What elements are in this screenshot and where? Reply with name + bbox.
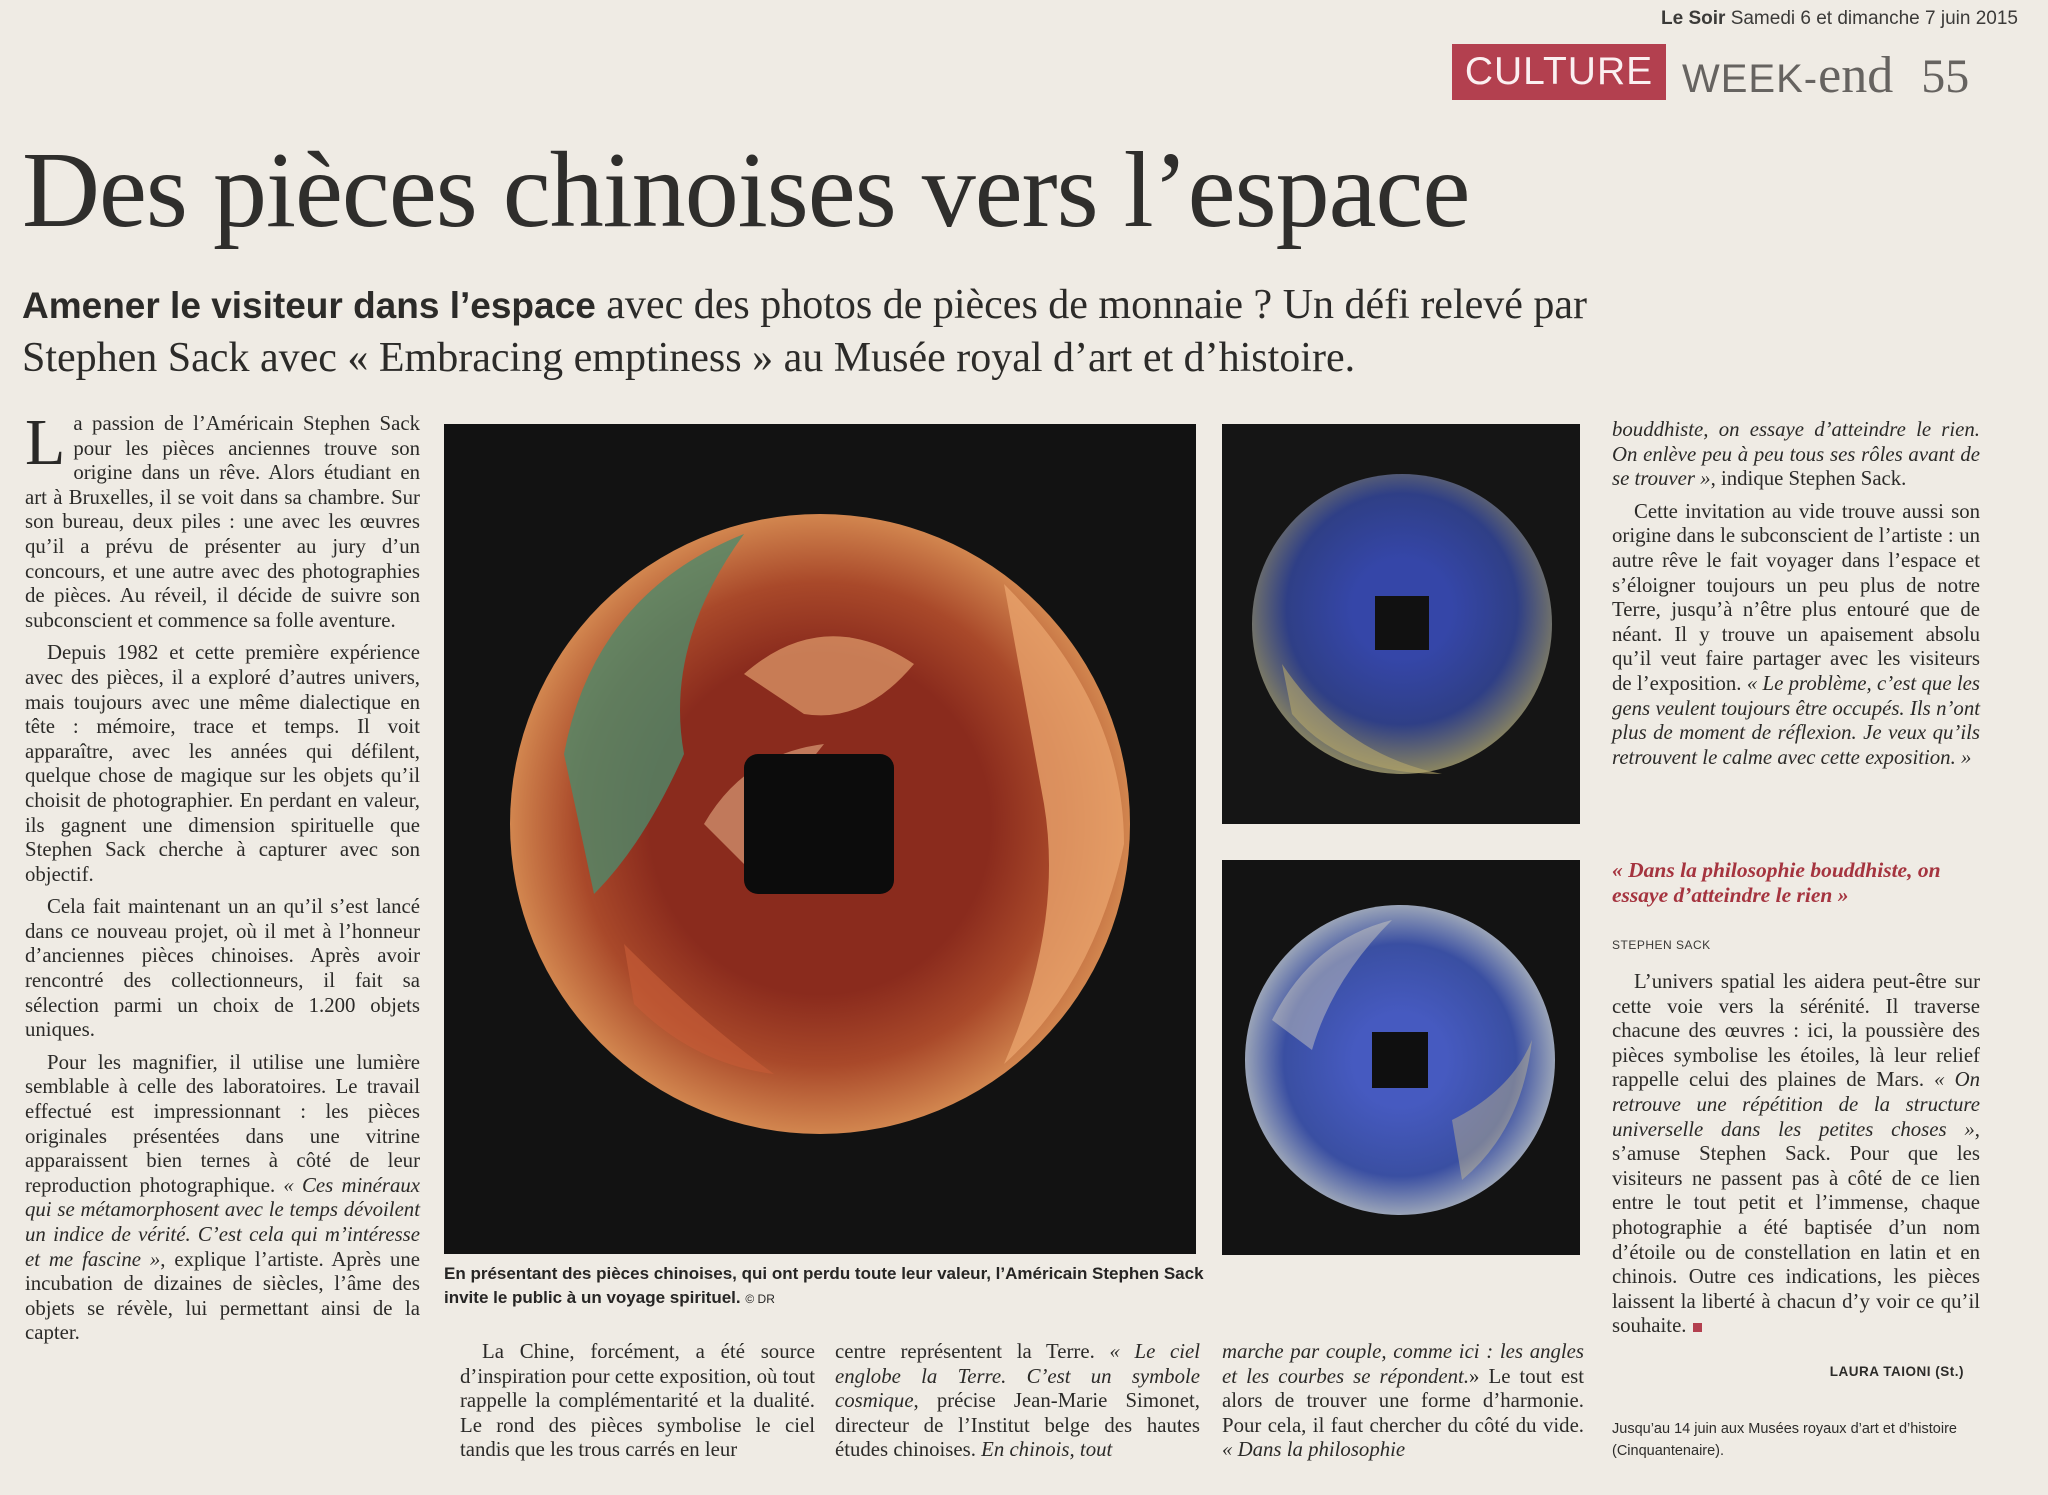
article-column-3 (835, 1340, 1200, 1471)
caption-text: En présentant des pièces chinoises, qui ont perdu toute leur valeur, l’Américain Stephen Sack invite le public à un voyage spirituel. (444, 1264, 1204, 1307)
paragraph: Pour les magnifier, il utilise une lumière semblable à celle des laboratoires. Le travail effectué est impressionnant : les pièces originales présentées dans une vitrine apparaissent bien ternes à côté de leur reproduction photographique. « Ces minéraux qui se métamorphosent avec le temps dévoilent un indice de vérité. C’est cela qui m’intéresse et me fascine », explique l’artiste. Après une incubation de dizaines de siècles, l’âme des objets se révèle, lui permettant ainsi de la capter. (25, 1050, 420, 1345)
pull-quote-author: STEPHEN SACK (1612, 938, 1711, 952)
coin-photo-top (1222, 424, 1580, 824)
issue-date: Samedi 6 et dimanche 7 juin 2015 (1730, 8, 2018, 29)
weekend-label (1682, 48, 1969, 107)
ancient-coin-image (1222, 860, 1580, 1255)
paragraph: centre représentent la Terre. « Le ciel englobe la Terre. C’est un symbole cosmique, précise Jean-Marie Simonet, directeur de l’Institut belge des hautes études chinoises. En chinois, tout (835, 1340, 1200, 1462)
paragraph: Cette invitation au vide trouve aussi son origine dans le subconscient de l’artiste : un autre rêve le fait voyager dans l’espace et s’éloigner toujours un peu plus de notre Terre, jusqu’à n’être plus entouré que de néant. Il y trouve un apaisement absolu qu’il veut faire partager avec les visiteurs de l’exposition. « Le problème, c’est que les gens veulent toujours être occupés. Ils n’ont plus de moment de réflexion. Je veux qu’ils retrouvent le calme avec cette exposition. » (1612, 499, 1980, 769)
coin-photo-bottom (1222, 860, 1580, 1255)
paragraph: Cela fait maintenant un an qu’il s’est lancé dans ce nouveau projet, où il met à l’honneur d’anciennes pièces chinoises. Après avoir rencontré des collectionneurs, il fait sa sélection parmi un choix de 1.200 objets uniques. (25, 895, 420, 1042)
drop-cap: L (25, 406, 66, 479)
standfirst-rest: avec des photos de pièces de monnaie ? Un défi relevé par Stephen Sack avec « Embracing emptiness » au Musée royal d’art et d’histoire. (22, 282, 1588, 381)
exhibition-info: Jusqu’au 14 juin aux Musées royaux d’art et d’histoire (Cinquantenaire). (1612, 1421, 1957, 1459)
standfirst (22, 279, 1702, 384)
paragraph: marche par couple, comme ici : les angles et les courbes se répondent.» Le tout est alors de trouver une forme d’harmonie. Pour cela, il faut chercher du côté du vide. « Dans la philosophie (1222, 1340, 1584, 1462)
article-column-2 (460, 1340, 815, 1471)
paragraph: Depuis 1982 et cette première expérience avec des pièces, il a exploré d’autres univers, mais toujours avec une même dialectique en tête : mémoire, trace et temps. Il voit apparaître, avec les années qui défilent, quelque chose de magique sur les objets qu’il choisit de photographier. En perdant en valeur, ils gagnent une dimension spirituelle que Stephen Sack cherche à capturer avec son objectif. (25, 641, 420, 886)
article-column-4 (1222, 1340, 1584, 1471)
coin-photo-main (444, 424, 1196, 1254)
article-column-1 (25, 406, 420, 1354)
article-column-6 (1612, 970, 1980, 1347)
paragraph: L’univers spatial les aidera peut-être sur cette voie vers la sérénité. Il traverse chacune des œuvres : ici, la poussière des pièces symbolise les étoiles, là leur relief rappelle celui des plaines de Mars. « On retrouve une répétition de la structure universelle dans les petites choses », s’amuse Stephen Sack. Pour que les visiteurs ne passent pas à côté de ce lien entre le tout petit et l’immense, chaque photographie a été baptisée d’un nom d’étoile ou de constellation en latin et en chinois. Outre ces indications, les pièces laissent la liberté à chacun d’y voir ce qu’il souhaite. (1612, 970, 1981, 1338)
paragraph: La Chine, forcément, a été source d’inspiration pour cette exposition, où tout rappelle la complémentarité et la dualité. Le rond des pièces symbolise le ciel tandis que les trous carrés en leur (460, 1340, 815, 1462)
section-tag: CULTURE (1452, 44, 1666, 100)
end-mark-icon (1693, 1323, 1702, 1332)
weekend-suffix: end (1818, 47, 1894, 104)
photo-credit: © DR (745, 1292, 775, 1306)
paragraph: bouddhiste, on essaye d’atteindre le rien. On enlève peu à peu tous ses rôles avant de se trouver », indique Stephen Sack. (1612, 418, 1980, 491)
headline: Des pièces chinoises vers l’espace (22, 131, 1470, 250)
ancient-coin-image (444, 424, 1196, 1254)
masthead (1661, 8, 2018, 30)
weekend-prefix: WEEK- (1682, 57, 1819, 101)
standfirst-lead: Amener le visiteur dans l’espace (22, 285, 596, 326)
photo-caption (444, 1262, 1204, 1311)
byline: LAURA TAIONI (St.) (1829, 1364, 1964, 1379)
article-column-5 (1612, 418, 1980, 778)
page-number: 55 (1921, 50, 1970, 103)
paragraph: La passion de l’Américain Stephen Sack pour les pièces anciennes trouve son origine dans un rêve. Alors étudiant en art à Bruxelles, il se voit dans sa chambre. Sur son bureau, deux piles : une avec les œuvres qu’il a prévu de présenter au jury d’un concours, et une autre avec des photographies de pièces. Au réveil, il décide de suivre son subconscient et commence sa folle aventure. (25, 406, 420, 632)
newspaper-name: Le Soir (1661, 8, 1726, 29)
ancient-coin-image (1222, 424, 1580, 824)
pull-quote: « Dans la philosophie bouddhiste, on essaye d’atteindre le rien » (1612, 858, 1941, 907)
